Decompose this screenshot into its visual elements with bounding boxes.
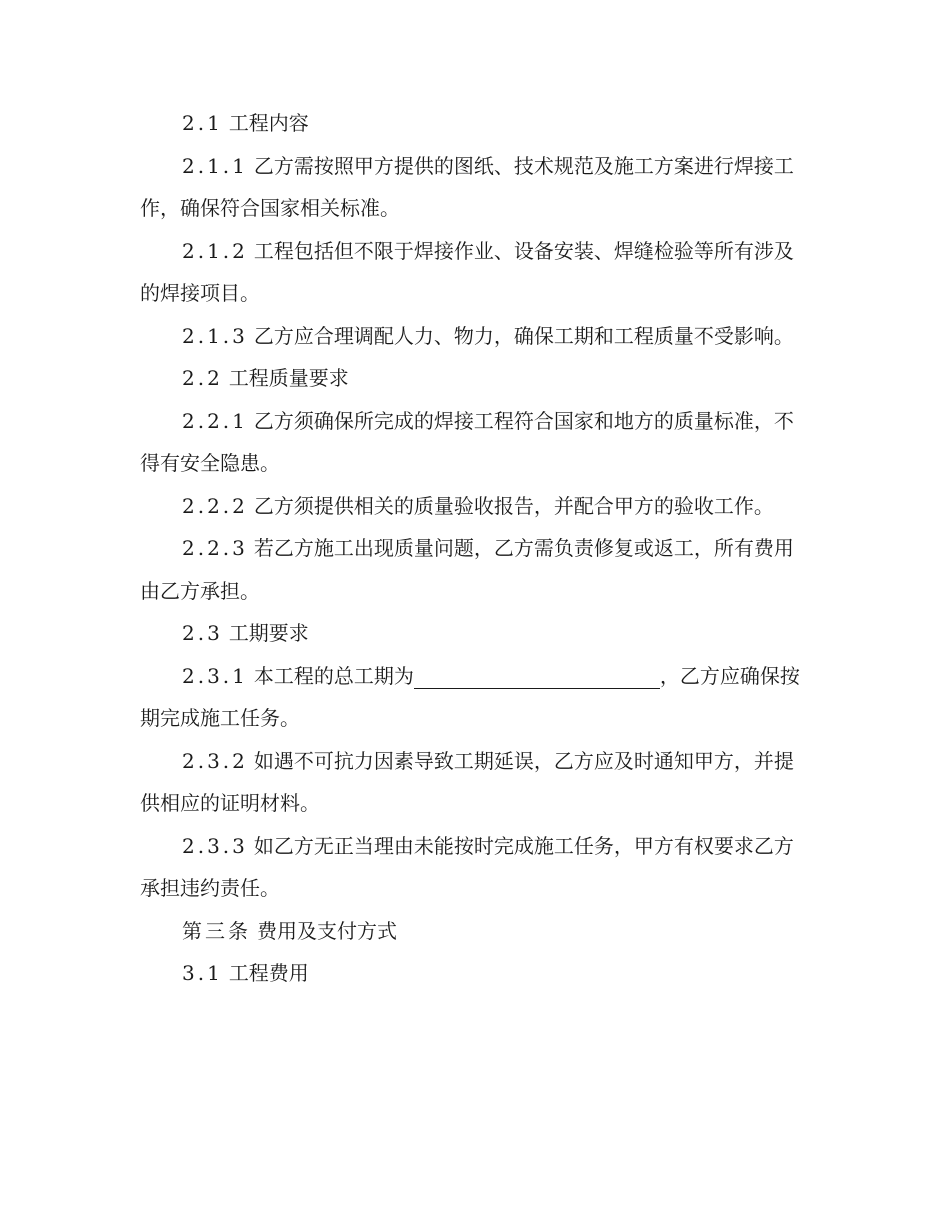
- clause-text-before-blank: 本工程的总工期为: [253, 663, 414, 688]
- section-heading: [140, 612, 810, 655]
- clause-number: 2.3.3: [182, 833, 248, 858]
- clause-paragraph: [140, 145, 810, 230]
- article-title: 费用及支付方式: [257, 918, 397, 943]
- clause-text: 乙方需按照甲方提供的图纸、技术规范及施工方案进行焊接工作，确保符合国家相关标准。: [140, 153, 794, 220]
- clause-number: 2.1.1: [182, 153, 248, 178]
- clause-number: 2.2.3: [182, 536, 248, 560]
- clause-number: 2.3: [182, 621, 223, 645]
- clause-text: 如乙方无正当理由未能按时完成施工任务，甲方有权要求乙方承担违约责任。: [140, 833, 794, 900]
- clause-paragraph: [140, 655, 810, 740]
- section-heading: [140, 102, 810, 145]
- clause-paragraph: [140, 315, 810, 358]
- clause-text: 乙方须提供相关的质量验收报告，并配合甲方的验收工作。: [253, 493, 774, 518]
- clause-number: 2.2: [182, 366, 223, 390]
- clause-number: 2.3.1: [182, 663, 248, 688]
- clause-number: 2.2.2: [182, 493, 248, 518]
- clause-number: 2.1: [182, 111, 223, 135]
- clause-paragraph: [140, 485, 810, 528]
- clause-text: 工程质量要求: [228, 366, 349, 390]
- clause-text-after-blank: ，乙方应确保按期完成施工任务。: [140, 663, 800, 730]
- clause-number: 3.1: [182, 961, 223, 985]
- clause-text: 若乙方施工出现质量问题，乙方需负责修复或返工，所有费用由乙方承担。: [140, 536, 794, 603]
- section-heading: [140, 952, 810, 995]
- clause-text: 工程包括但不限于焊接作业、设备安装、焊缝检验等所有涉及的焊接项目。: [140, 238, 794, 305]
- article-heading: [140, 910, 810, 953]
- clause-number: 2.3.2: [182, 748, 248, 773]
- clause-text: 如遇不可抗力因素导致工期延误，乙方应及时通知甲方，并提供相应的证明材料。: [140, 748, 794, 815]
- clause-text: 乙方应合理调配人力、物力，确保工期和工程质量不受影响。: [253, 323, 794, 348]
- section-heading: [140, 357, 810, 400]
- clause-paragraph: [140, 825, 810, 910]
- clause-paragraph: [140, 527, 810, 612]
- clause-number: 2.1.3: [182, 323, 248, 348]
- clause-paragraph: [140, 400, 810, 485]
- clause-paragraph: [140, 230, 810, 315]
- article-number: 第三条: [182, 918, 251, 943]
- fill-in-blank: [414, 664, 660, 689]
- clause-text: 乙方须确保所完成的焊接工程符合国家和地方的质量标准，不得有安全隐患。: [140, 408, 794, 475]
- clause-text: 工期要求: [228, 621, 309, 645]
- clause-number: 2.2.1: [182, 408, 248, 433]
- clause-text: 工程内容: [228, 111, 309, 135]
- clause-paragraph: [140, 740, 810, 825]
- clause-text: 工程费用: [228, 961, 309, 985]
- clause-number: 2.1.2: [182, 238, 248, 263]
- document-body: [140, 102, 810, 995]
